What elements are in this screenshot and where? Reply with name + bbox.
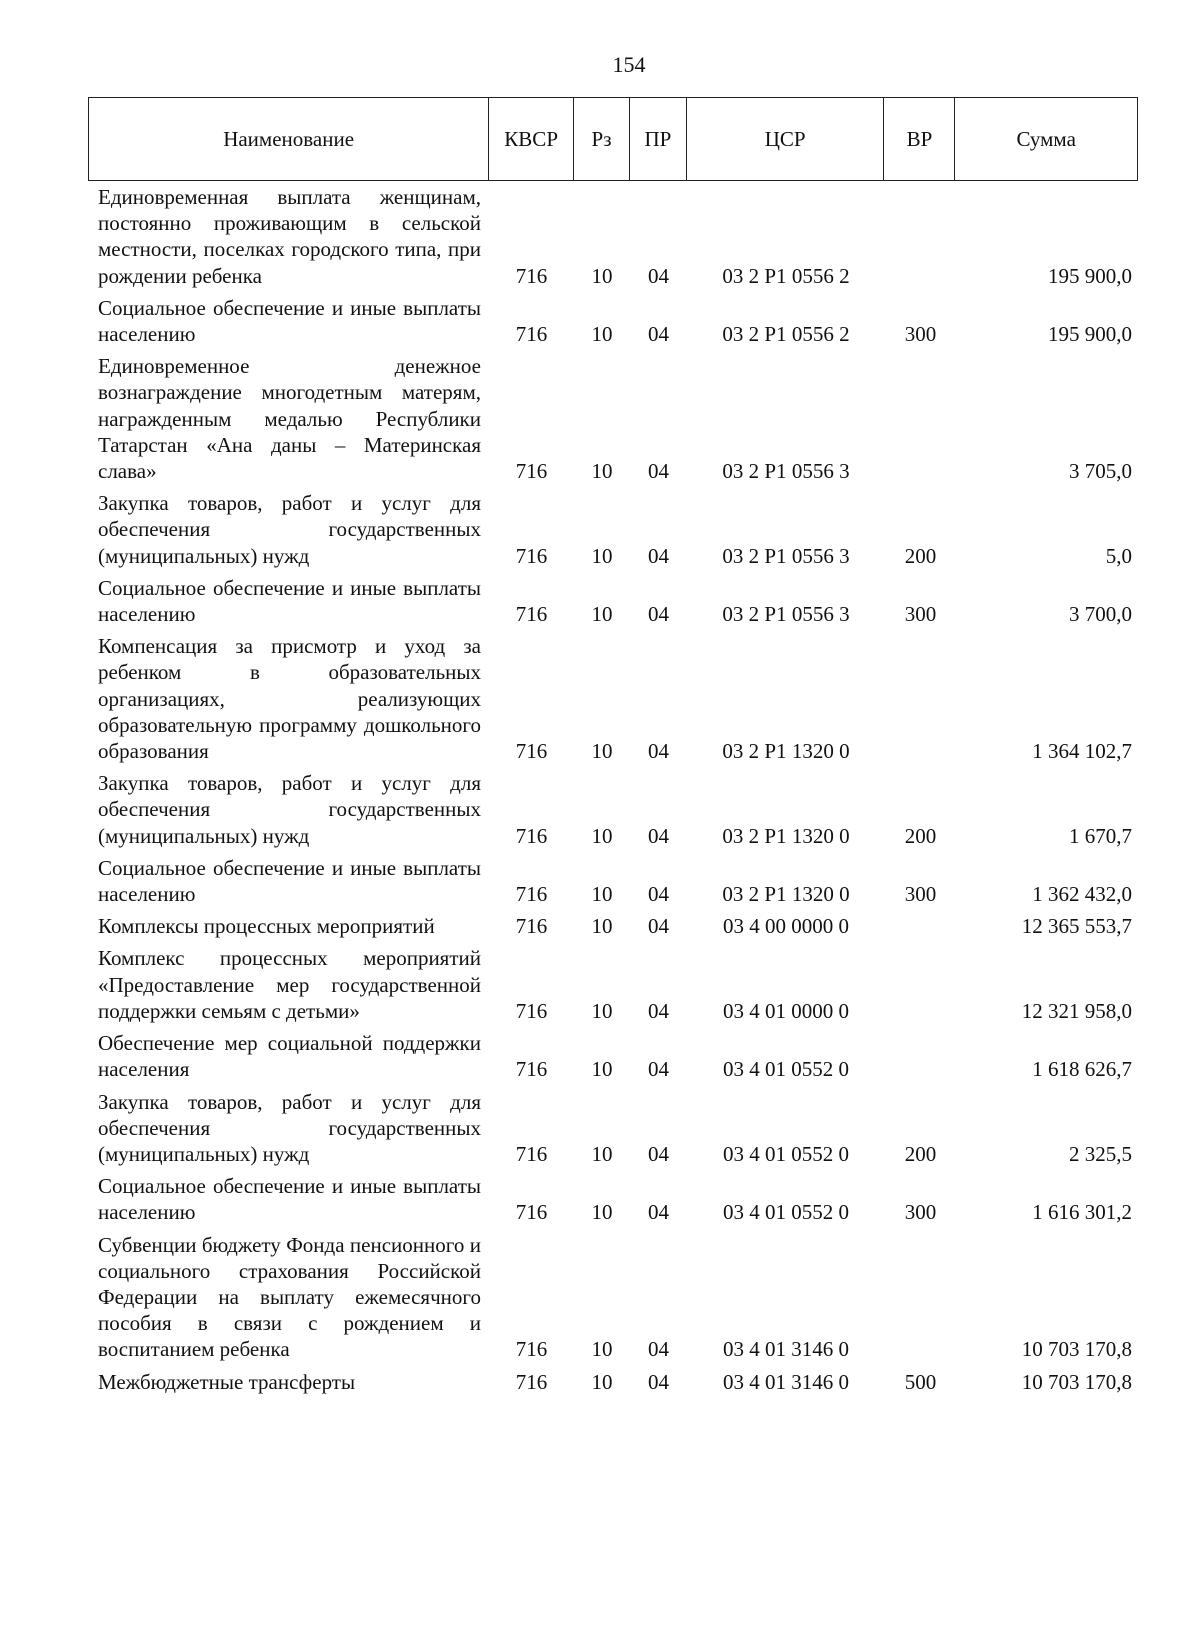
row-name: Комплексы процессных мероприятий: [98, 914, 435, 939]
row-sum: 3 705,0: [1069, 459, 1132, 484]
row-vr: 300: [904, 1200, 937, 1225]
row-csr: 03 2 Р1 1320 0: [722, 882, 850, 907]
table-row: [88, 855, 1138, 913]
row-csr: 03 4 01 0552 0: [723, 1057, 849, 1082]
table-row: [88, 295, 1138, 353]
row-sum: 12 365 553,7: [1021, 914, 1132, 939]
row-pr: 04: [648, 1057, 669, 1082]
row-name: Социальное обеспечение и иные выплаты населению: [98, 295, 481, 347]
table-row: [88, 945, 1138, 1030]
row-kvsr: 716: [515, 882, 548, 907]
row-kvsr: 716: [515, 823, 548, 848]
row-vr: 200: [904, 543, 937, 568]
row-csr: 03 2 Р1 0556 3: [722, 459, 850, 484]
row-sum: 2 325,5: [1069, 1141, 1132, 1166]
row-vr: 300: [904, 322, 937, 347]
header-sum: Сумма: [1016, 126, 1076, 151]
row-kvsr: 716: [515, 1141, 548, 1166]
header-kvsr: КВСР: [489, 98, 574, 180]
table-row: [88, 1232, 1138, 1369]
row-csr: 03 2 Р1 1320 0: [722, 823, 850, 848]
row-sum: 1 618 626,7: [1032, 1057, 1132, 1082]
row-kvsr: 716: [515, 998, 548, 1023]
row-pr: 04: [648, 602, 669, 627]
row-vr: 200: [904, 823, 937, 848]
row-rz: 10: [591, 263, 613, 288]
row-kvsr: 716: [515, 602, 548, 627]
row-vr: 300: [904, 882, 937, 907]
table-header: [88, 97, 1138, 181]
row-pr: 04: [648, 1369, 669, 1394]
row-name: Комплекс процессных мероприятий «Предоставление мер государственной поддержки семьям с детьми»: [98, 946, 481, 1023]
row-rz: 10: [591, 1337, 613, 1362]
row-pr: 04: [648, 1200, 669, 1225]
row-pr: 04: [648, 543, 669, 568]
row-name: Единовременное денежное вознаграждение многодетным матерям, награжденным медалью Республики Татарстан «Ана даны – Материнская слава»: [98, 354, 481, 484]
row-rz: 10: [591, 739, 613, 764]
row-sum: 195 900,0: [1048, 263, 1132, 288]
row-sum: 1 616 301,2: [1032, 1200, 1132, 1225]
row-pr: 04: [648, 998, 669, 1023]
row-rz: 10: [591, 1200, 613, 1225]
table-body: [88, 184, 1138, 1401]
header-pr: ПР: [630, 98, 687, 180]
row-rz: 10: [591, 602, 613, 627]
row-csr: 03 4 01 0552 0: [723, 1200, 849, 1225]
table-row: [88, 1369, 1138, 1401]
row-name: Единовременная выплата женщинам, постоянно проживающим в сельской местности, поселках городского типа, при рождении ребенка: [98, 185, 481, 288]
row-name: Социальное обеспечение и иные выплаты населению: [98, 855, 481, 907]
row-kvsr: 716: [515, 1057, 548, 1082]
header-csr: ЦСР: [687, 98, 885, 180]
row-pr: 04: [648, 1337, 669, 1362]
row-kvsr: 716: [515, 1369, 548, 1394]
row-csr: 03 2 Р1 1320 0: [722, 739, 850, 764]
table-row: [88, 575, 1138, 633]
row-pr: 04: [648, 914, 669, 939]
row-sum: 1 362 432,0: [1032, 882, 1132, 907]
row-name: Компенсация за присмотр и уход за ребенком в образовательных организациях, реализующих образовательную программу дошкольного образования: [98, 634, 481, 764]
row-kvsr: 716: [515, 739, 548, 764]
row-csr: 03 4 01 3146 0: [723, 1369, 849, 1394]
row-rz: 10: [591, 914, 613, 939]
table-row: [88, 1030, 1138, 1088]
row-name: Социальное обеспечение и иные выплаты населению: [98, 575, 481, 627]
row-csr: 03 2 Р1 0556 3: [722, 543, 850, 568]
header-name: Наименование: [89, 98, 489, 180]
row-vr: 200: [904, 1141, 937, 1166]
row-csr: 03 4 01 3146 0: [723, 1337, 849, 1362]
row-sum: 3 700,0: [1069, 602, 1132, 627]
row-name: Социальное обеспечение и иные выплаты населению: [98, 1174, 481, 1225]
row-csr: 03 4 00 0000 0: [723, 914, 849, 939]
row-pr: 04: [648, 823, 669, 848]
table-row: [88, 1089, 1138, 1174]
row-name: Субвенции бюджету Фонда пенсионного и социального страхования Российской Федерации на выплату ежемесячного пособия в связи с рождением и воспитанием ребенка: [98, 1232, 481, 1362]
row-pr: 04: [648, 322, 669, 347]
row-csr: 03 2 Р1 0556 2: [722, 322, 850, 347]
row-name: Межбюджетные трансферты: [98, 1369, 356, 1394]
row-rz: 10: [591, 543, 613, 568]
row-sum: 5,0: [1105, 543, 1132, 568]
row-rz: 10: [591, 1141, 613, 1166]
row-sum: 195 900,0: [1048, 322, 1132, 347]
row-name: Закупка товаров, работ и услуг для обеспечения государственных (муниципальных) нужд: [98, 491, 481, 568]
row-rz: 10: [591, 1369, 613, 1394]
row-kvsr: 716: [515, 1200, 548, 1225]
row-rz: 10: [591, 1057, 613, 1082]
row-name: Обеспечение мер социальной поддержки населения: [98, 1031, 481, 1082]
header-rz: Рз: [574, 98, 630, 180]
row-sum: 1 670,7: [1069, 823, 1132, 848]
row-vr: 300: [904, 602, 937, 627]
row-name: Закупка товаров, работ и услуг для обеспечения государственных (муниципальных) нужд: [98, 1089, 481, 1166]
row-kvsr: 716: [515, 459, 548, 484]
page-number: 154: [612, 52, 646, 77]
table-row: [88, 490, 1138, 575]
row-rz: 10: [591, 823, 613, 848]
row-rz: 10: [591, 459, 613, 484]
row-kvsr: 716: [515, 1337, 548, 1362]
row-csr: 03 2 Р1 0556 2: [722, 263, 850, 288]
row-csr: 03 4 01 0000 0: [723, 998, 849, 1023]
row-kvsr: 716: [515, 263, 548, 288]
table-row: [88, 1173, 1138, 1231]
row-pr: 04: [648, 739, 669, 764]
table-row: [88, 353, 1138, 490]
table-row: [88, 633, 1138, 770]
table-row: [88, 770, 1138, 855]
table-row: [88, 184, 1138, 295]
row-rz: 10: [591, 882, 613, 907]
row-pr: 04: [648, 459, 669, 484]
row-rz: 10: [591, 322, 613, 347]
table-row: [88, 913, 1138, 945]
row-kvsr: 716: [515, 914, 548, 939]
row-sum: 10 703 170,8: [1021, 1369, 1132, 1394]
row-vr: 500: [904, 1369, 937, 1394]
row-rz: 10: [591, 998, 613, 1023]
row-pr: 04: [648, 263, 669, 288]
header-vr: ВР: [884, 98, 955, 180]
row-csr: 03 4 01 0552 0: [723, 1141, 849, 1166]
row-kvsr: 716: [515, 322, 548, 347]
row-pr: 04: [648, 1141, 669, 1166]
row-pr: 04: [648, 882, 669, 907]
row-name: Закупка товаров, работ и услуг для обеспечения государственных (муниципальных) нужд: [98, 771, 481, 848]
row-sum: 12 321 958,0: [1021, 998, 1132, 1023]
row-sum: 10 703 170,8: [1021, 1337, 1132, 1362]
row-sum: 1 364 102,7: [1032, 739, 1132, 764]
row-csr: 03 2 Р1 0556 3: [722, 602, 850, 627]
row-kvsr: 716: [515, 543, 548, 568]
